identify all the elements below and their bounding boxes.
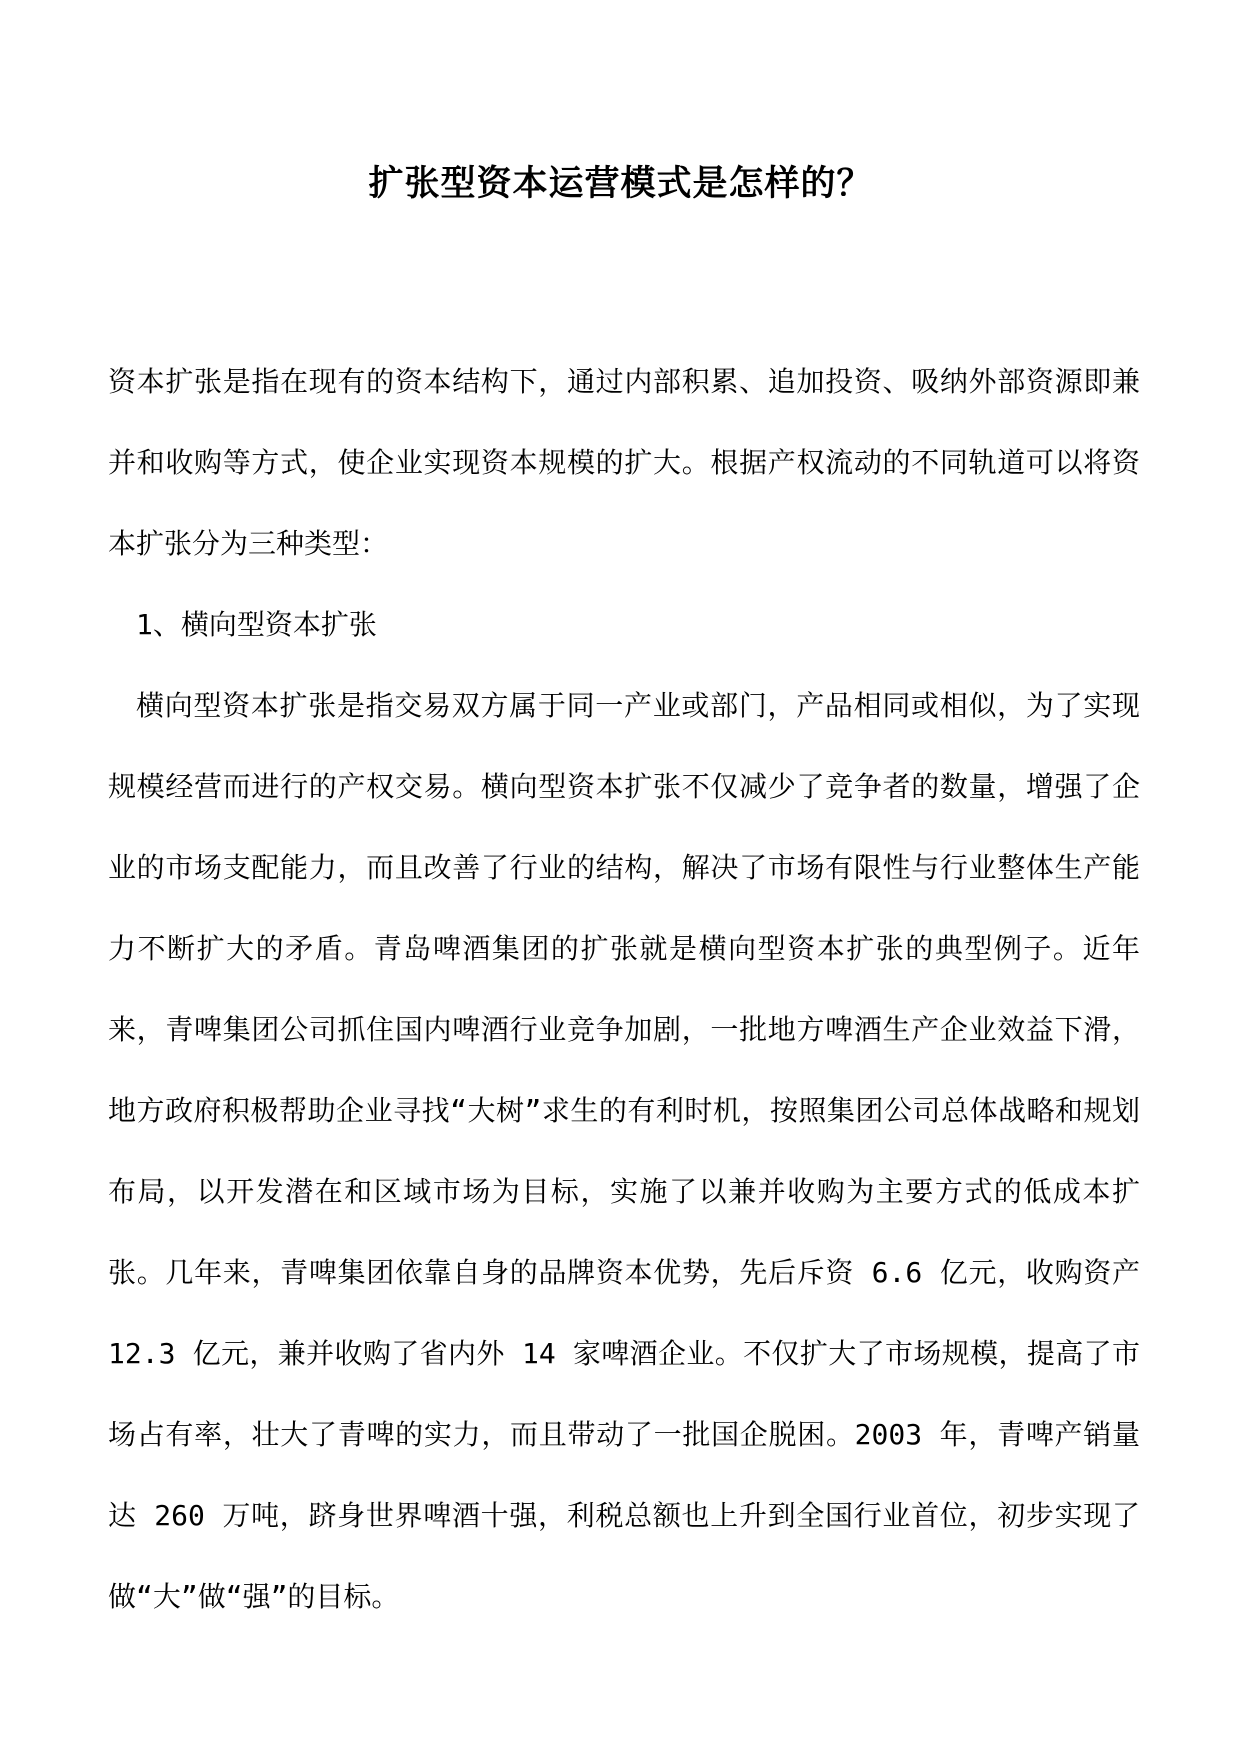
section-heading-horizontal-expansion: 1、横向型资本扩张 bbox=[136, 608, 377, 641]
intro-paragraph: 资本扩张是指在现有的资本结构下，通过内部积累、追加投资、吸纳外部资源即兼并和收购等方式，使企业实现资本规模的扩大。根据产权流动的不同轨道可以将资本扩张分为三种类型： bbox=[108, 365, 1140, 560]
document-title: 扩张型资本运营模式是怎样的？ bbox=[368, 163, 873, 204]
horizontal-expansion-paragraph: 横向型资本扩张是指交易双方属于同一产业或部门，产品相同或相似，为了实现规模经营而进行的产权交易。横向型资本扩张不仅减少了竞争者的数量，增强了企业的市场支配能力，而且改善了行业的结构，解决了市场有限性与行业整体生产能力不断扩大的矛盾。青岛啤酒集团的扩张就是横向型资本扩张的典型例子。近年来，青啤集团公司抓住国内啤酒行业竞争加剧，一批地方啤酒生产企业效益下滑，地方政府积极帮助企业寻找“大树”求生的有利时机，按照集团公司总体战略和规划布局，以开发潜在和区域市场为目标，实施了以兼并收购为主要方式的低成本扩张。几年来，青啤集团依靠自身的品牌资本优势，先后斥资 6.6 亿元，收购资产 12.3 亿元，兼并收购了省内外 14 家啤酒企业。不仅扩大了市场规模，提高了市场占有率，壮大了青啤的实力，而且带动了一批国企脱困。2003 年，青啤产销量达 260 万吨，跻身世界啤酒十强，利税总额也上升到全国行业首位，初步实现了做“大”做“强”的目标。 bbox=[108, 689, 1140, 1613]
document-body bbox=[108, 341, 1140, 1637]
